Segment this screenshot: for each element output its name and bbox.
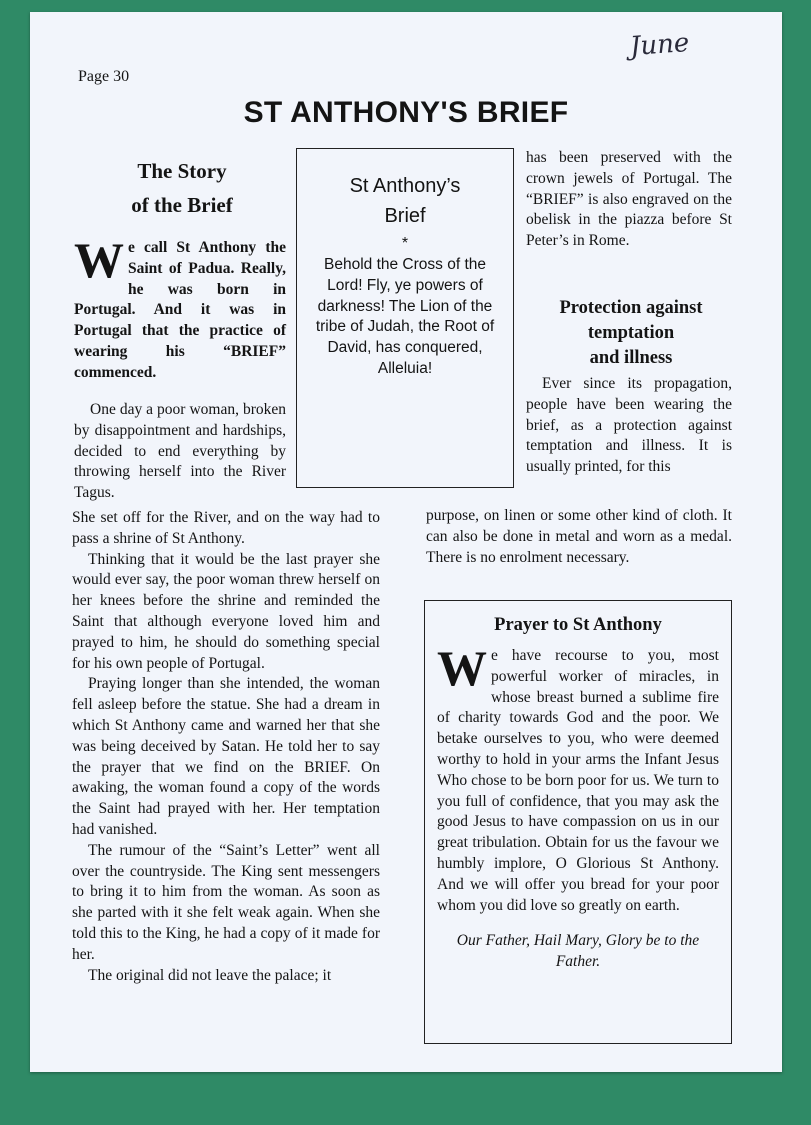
prayer-box-title: Prayer to St Anthony [494,615,662,635]
protection-heading-line1: Protection against [559,298,703,318]
prayer-box [424,600,732,1044]
story-paragraph-4: The rumour of the “Saint’s Letter” went all over the countryside. The King sent messengers to bring it to him from the woman. As soon as she parted with it she felt weak again. When she told this to the King, he had a copy of it made for her. [72,841,380,963]
story-dropcap: W [74,232,124,288]
protection-paragraph-continued: purpose, on linen or some other kind of cloth. It can also be done in metal and worn as a medal. There is no enrolment necessary. [426,507,732,566]
page-title: ST ANTHONY'S BRIEF [243,96,569,129]
brief-box-prayer: Behold the Cross of the Lord! Fly, ye powers of darkness! The Lion of the tribe of Judah, the Root of David, has conquered, Alleluia! [315,256,495,377]
protection-heading [526,296,736,371]
story-paragraph-2: Thinking that it would be the last prayer she would ever say, the poor woman threw herself on her knees before the shrine and reminded the Saint that although everyone loved him and prayed to him, he should do something special for his own people of Portugal. [72,550,380,672]
protection-paragraph: Ever since its propagation, people have been wearing the brief, as a protection against temptation and illness. It is usually printed, for this [526,375,732,476]
story-intro-text: e call St Anthony the Saint of Padua. Really, he was born in Portugal. And it was in Portugal that the practice of wearing his “BRIEF” commenced. [74,239,286,381]
story-paragraph-1: One day a poor woman, broken by disappointment and hardships, decided to end everything by throwing herself into the River Tagus. [74,401,286,502]
page-number: Page 30 [78,68,130,85]
story-intro [74,232,286,384]
story-column-continued [72,508,380,986]
story-continuation: has been preserved with the crown jewels of Portugal. The “BRIEF” is also engraved on the obelisk in the piazza before St Peter’s in Rome. [526,149,732,250]
story-paragraph-1-continued: She set off for the River, and on the way had to pass a shrine of St Anthony. [72,509,380,547]
brief-box-star: * [401,235,409,252]
brief-box-title [297,171,513,231]
brief-box-title-line2: Brief [384,205,426,227]
prayer-closing: Our Father, Hail Mary, Glory be to the Father. [456,932,700,971]
prayer-dropcap: W [437,640,487,696]
protection-heading-line3: and illness [589,348,673,368]
brief-box-title-line1: St Anthony’s [349,175,461,197]
story-heading-line1: The Story [137,159,227,183]
protection-heading-line2: temptation [587,323,675,343]
story-heading-line2: of the Brief [131,193,233,217]
newsletter-page [30,12,782,1072]
handwritten-note: June [629,27,691,63]
prayer-text: e have recourse to you, most powerful worker of miracles, in whose breast burned a sublime fire of charity towards God and the poor. We betake ourselves to you, who were deemed worthy to hold in your arms the Infant Jesus Who chose to be born poor for us. We turn to you full of confidence, that you may ask the good Jesus to have compassion on us in our great tribulation. Obtain for us the favour we humbly implore, O Glorious St Anthony. And we will offer you bread for your poor whom you did love so greatly on earth. [437,647,719,914]
prayer-box-body [437,640,719,916]
story-paragraph-5: The original did not leave the palace; it [88,966,332,984]
story-paragraph-3: Praying longer than she intended, the woman fell asleep before the statue. She had a dream in which St Anthony came and warned her that she was being deceived by Satan. He told her to say the prayer that we find on the BRIEF. On awaking, the woman found a copy of the words the Saint had prayed with her. Her temptation had vanished. [72,675,380,838]
brief-box [296,148,514,488]
story-heading [78,154,286,222]
